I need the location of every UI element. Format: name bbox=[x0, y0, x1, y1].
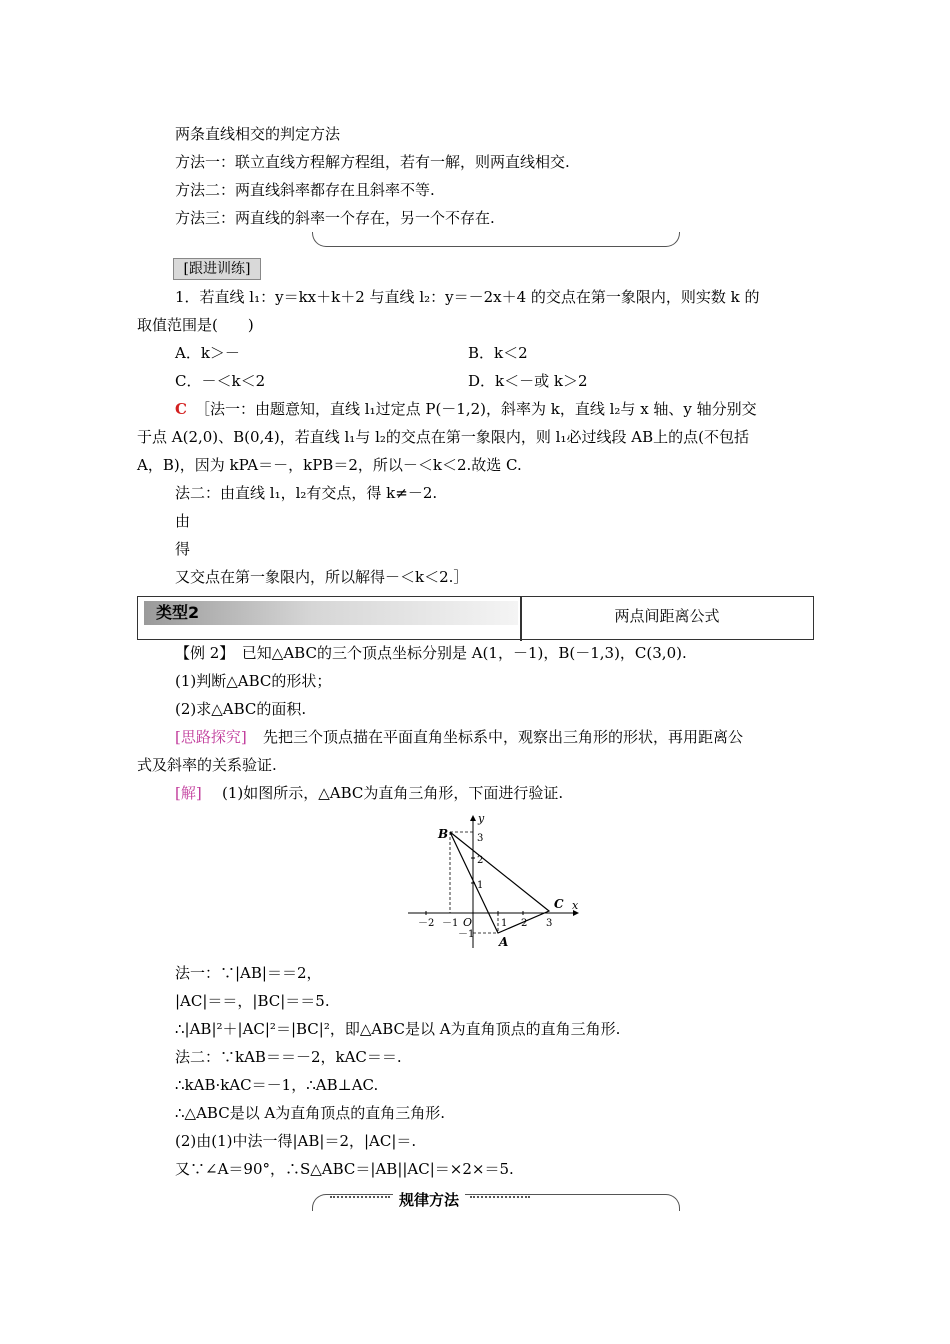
solution-line-5: 由 bbox=[175, 512, 191, 530]
question-1-line-2: 取值范围是( ) bbox=[137, 316, 254, 334]
tick-x-3: 3 bbox=[546, 918, 553, 929]
solution-line-1: ［法一：由题意知，直线 l₁过定点 P(－1,2)，斜率为 k，直线 l₂与 x 轴、y 轴分别交 bbox=[195, 400, 757, 418]
tick-y-2: 2 bbox=[477, 855, 484, 866]
triangle-figure bbox=[400, 808, 590, 954]
method-title: 两条直线相交的判定方法 bbox=[175, 125, 341, 143]
option-d: D．k＜－或 k＞2 bbox=[468, 372, 588, 390]
verify-line-4: 法二：∵kAB＝＝－2，kAC＝＝. bbox=[175, 1048, 402, 1066]
label-b: B bbox=[438, 827, 449, 841]
label-o: O bbox=[463, 916, 473, 929]
think-line-1: 先把三个顶点描在平面直角坐标系中，观察出三角形的形状，再用距离公 bbox=[263, 728, 744, 746]
label-a: A bbox=[499, 935, 509, 949]
verify-line-3: ∴|AB|²＋|AC|²＝|BC|²，即△ABC是以 A为直角顶点的直角三角形. bbox=[175, 1020, 621, 1038]
solution-line-4: 法二：由直线 l₁，l₂有交点，得 k≠－2. bbox=[175, 484, 438, 502]
question-1-line-1: 1．若直线 l₁：y＝kx＋k＋2 与直线 l₂：y＝－2x＋4 的交点在第一象限内，则实数 k 的 bbox=[175, 288, 760, 306]
tick-y-1: 1 bbox=[477, 880, 484, 891]
example-question-2: (2)求△ABC的面积. bbox=[175, 700, 307, 718]
option-c: C．－＜k＜2 bbox=[175, 372, 266, 390]
label-y: y bbox=[478, 812, 485, 825]
label-c: C bbox=[554, 897, 564, 911]
footer-title: 规律方法 bbox=[393, 1189, 465, 1210]
example-question-1: (1)判断△ABC的形状； bbox=[175, 672, 332, 690]
solution-intro: (1)如图所示，△ABC为直角三角形，下面进行验证. bbox=[222, 784, 564, 802]
tick-y-3: 3 bbox=[477, 833, 484, 844]
method-box-bracket bbox=[312, 232, 680, 247]
solution-line-7: 又交点在第一象限内，所以解得－＜k＜2.］ bbox=[175, 568, 469, 586]
tick-x-2: 2 bbox=[521, 918, 528, 929]
tick-x-neg2: －2 bbox=[418, 918, 435, 929]
tick-y-neg1: －1 bbox=[458, 929, 475, 940]
example-2-heading: 【例 2】 已知△ABC的三个顶点坐标分别是 A(1，－1)，B(－1,3)，C(3,0). bbox=[175, 644, 687, 662]
verify-line-2: |AC|＝＝，|BC|＝＝5. bbox=[175, 992, 330, 1010]
think-line-2: 式及斜率的关系验证. bbox=[137, 756, 277, 774]
solution-line-2: 于点 A(2,0)、B(0,4)，若直线 l₁与 l₂的交点在第一象限内，则 l₁必过线段 AB上的点(不包括 bbox=[137, 428, 749, 446]
tick-x-1: 1 bbox=[501, 918, 508, 929]
type-title: 两点间距离公式 bbox=[614, 607, 720, 625]
tick-x-neg1: －1 bbox=[442, 918, 459, 929]
practice-tag: [跟进训练] bbox=[173, 258, 261, 280]
verify-line-7: (2)由(1)中法一得|AB|＝2，|AC|＝. bbox=[175, 1132, 417, 1150]
verify-line-5: ∴kAB·kAC＝－1，∴AB⊥AC. bbox=[175, 1076, 379, 1094]
method-2: 方法二：两直线斜率都存在且斜率不等. bbox=[175, 181, 435, 199]
answer-letter: C bbox=[175, 400, 187, 418]
type-bar-gradient bbox=[144, 601, 518, 625]
type-label: 类型2 bbox=[156, 603, 200, 622]
verify-line-1: 法一：∵|AB|＝＝2， bbox=[175, 964, 322, 982]
method-1: 方法一：联立直线方程解方程组，若有一解，则两直线相交. bbox=[175, 153, 570, 171]
solution-tag: [解] bbox=[175, 784, 202, 802]
verify-line-8: 又∵∠A＝90°，∴S△ABC＝|AB||AC|＝×2×＝5. bbox=[175, 1160, 514, 1178]
footer-dots-left bbox=[330, 1196, 390, 1200]
type-bar bbox=[137, 596, 814, 640]
footer-dots-right bbox=[470, 1196, 530, 1200]
method-3: 方法三：两直线的斜率一个存在，另一个不存在. bbox=[175, 209, 495, 227]
solution-line-3: A，B)，因为 kPA＝－，kPB＝2，所以－＜k＜2.故选 C. bbox=[137, 456, 522, 474]
label-x: x bbox=[572, 899, 579, 912]
verify-line-6: ∴△ABC是以 A为直角顶点的直角三角形. bbox=[175, 1104, 446, 1122]
option-b: B．k＜2 bbox=[468, 344, 528, 362]
option-a: A．k＞－ bbox=[175, 344, 240, 362]
think-tag: [思路探究] bbox=[175, 728, 247, 746]
solution-line-6: 得 bbox=[175, 540, 191, 558]
